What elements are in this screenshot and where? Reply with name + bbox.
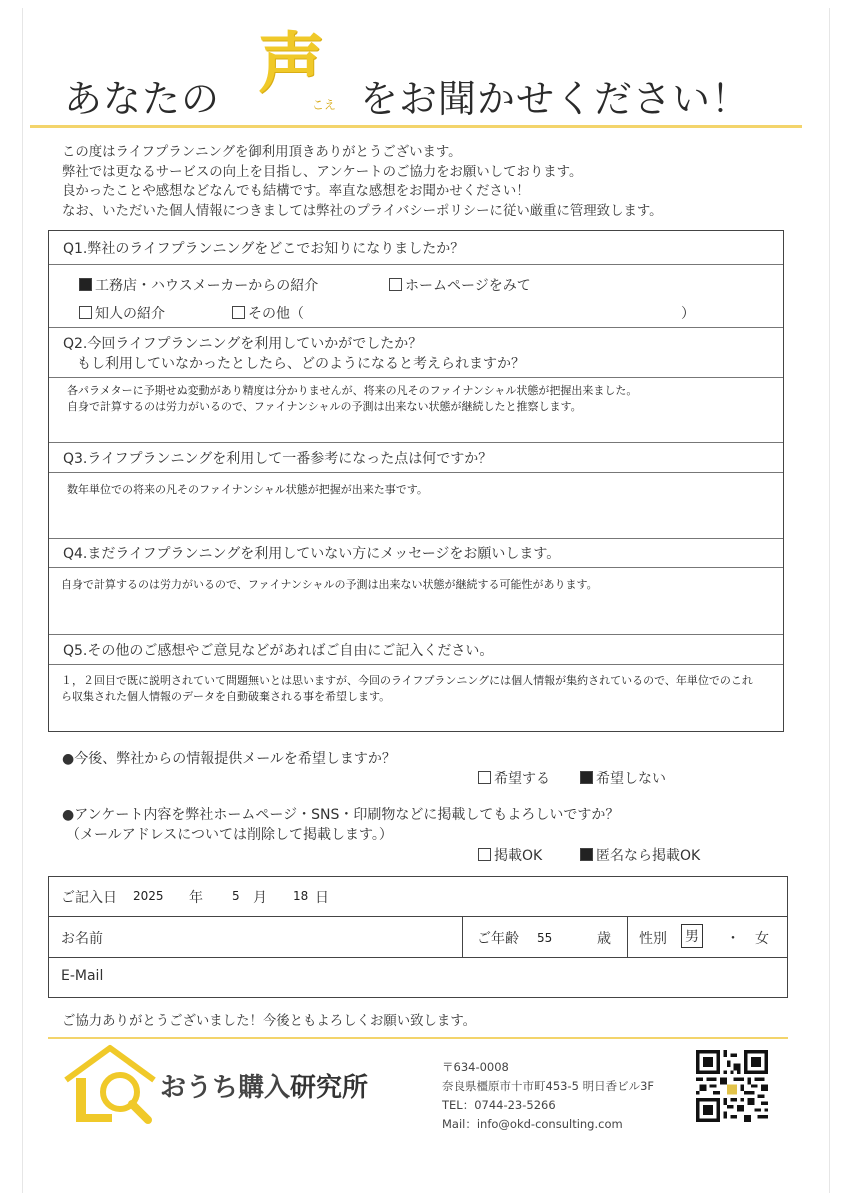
q5-label: Q5.その他のご感想やご意見などがあればご自由にご記入ください。 [63,643,494,659]
respondent-info-table [48,876,788,998]
question-table [48,230,784,732]
date-month[interactable]: 5 [232,889,240,903]
year-unit: 年 [189,890,203,906]
qr-code-icon [696,1050,768,1122]
q1-option-builder[interactable]: 工務店・ハウスメーカーからの紹介 [79,275,318,295]
checkbox[interactable] [389,278,402,291]
q5-divider [49,664,783,665]
intro-line: 弊社では更なるサービスの向上を目指し、アンケートのご協力をお願いしております。 [62,164,583,180]
publish-question-label: ●アンケート内容を弊社ホームページ・SNS・印刷物などに掲載してもよろしいですか？ [62,807,620,823]
thanks-message: ご協力ありがとうございました！今後ともよろしくお願い致します。 [62,1014,477,1029]
age-value[interactable]: 55 [537,931,553,945]
company-address-block [442,1058,654,1134]
name-label: お名前 [61,931,103,947]
company-tel: TEL：0744-23-5266 [442,1098,556,1112]
email-label: E-Mail [61,968,104,984]
q2-sublabel: もし利用していなかったとしたら、どのようになると考えられますか？ [77,356,525,372]
company-name: おうち購入研究所 [160,1073,369,1103]
age-unit: 歳 [597,931,611,947]
q5-answer[interactable]: １，２回目で既に説明されていて問題無いとは思いますが、今回のライフプランニングには個人情報が集約されているので、年単位でのこれ ら収集された個人情報のデータを自動破棄される事を希望します。 [61,674,753,703]
q4-label: Q4.まだライフプランニングを利用していない方にメッセージをお願いします。 [63,546,561,562]
q3-label: Q3.ライフプランニングを利用して一番参考になった点は何ですか？ [63,451,493,467]
checkbox[interactable] [478,848,491,861]
checkbox[interactable] [79,306,92,319]
intro-line: なお、いただいた個人情報につきましては弊社のプライバシーポリシーに従い厳重に管理致します。 [62,203,663,219]
house-magnifier-logo-icon [62,1044,158,1126]
title-koe: 声 [258,24,324,102]
q3-top-border [49,442,783,443]
q3-answer[interactable]: 数年単位での将来の凡そのファイナンシャル状態が把握が出来た事です。 [67,483,428,496]
gender-label: 性別 [639,931,667,947]
q1-divider [49,264,783,265]
q4-top-border [49,538,783,539]
intro-line: 良かったことや感想などなんでも結構です。率直な感想をお聞かせください！ [62,184,530,199]
publish-option-ok[interactable]: 掲載OK [478,845,542,865]
gender-separator: ・ [726,931,740,947]
company-mail[interactable]: Mail：info@okd-consulting.com [442,1117,623,1131]
intro-line: この度はライフプランニングを御利用頂きありがとうございます。 [62,145,462,160]
checkbox-checked[interactable] [580,771,593,784]
footer-divider [48,1037,788,1039]
title-divider [30,125,802,128]
q2-label: Q2.今回ライフプランニングを利用していかがでしたか？ [63,336,423,352]
date-year[interactable]: 2025 [133,889,164,903]
mail-question-label: ●今後、弊社からの情報提供メールを希望しますか？ [62,751,396,767]
checkbox-checked[interactable] [580,848,593,861]
title-prefix: あなたの [64,77,221,121]
publish-question-note: （メールアドレスについては削除して掲載します。） [66,827,393,843]
info-divider [49,916,787,917]
checkbox[interactable] [232,306,245,319]
q1-option-other[interactable]: その他（ [232,303,304,323]
q5-top-border [49,634,783,635]
intro-text [62,143,663,221]
info-divider [49,957,787,958]
gender-male-selected[interactable]: 男 [681,924,703,948]
age-label: ご年齢 [477,931,519,947]
company-address: 奈良県橿原市十市町453-5 明日香ビル3F [442,1079,655,1093]
q1-option-friend[interactable]: 知人の紹介 [79,303,165,323]
day-unit: 日 [315,890,329,906]
q4-answer[interactable]: 自身で計算するのは労力がいるので、ファイナンシャルの予測は出来ない状態が継続する可能性があります。 [61,578,598,591]
info-vline [462,916,463,957]
q2-divider [49,377,783,378]
q1-label: Q1.弊社のライフプランニングをどこでお知りになりましたか？ [63,241,465,257]
date-day[interactable]: 18 [293,889,309,903]
q1-option-homepage[interactable]: ホームページをみて [389,275,531,295]
mail-option-not-want[interactable]: 希望しない [580,768,666,788]
publish-option-anonymous[interactable]: 匿名なら掲載OK [580,845,700,865]
q2-top-border [49,327,783,328]
checkbox-checked[interactable] [79,278,92,291]
mail-option-want[interactable]: 希望する [478,768,550,788]
gender-female[interactable]: 女 [755,931,769,947]
q4-divider [49,567,783,568]
title-suffix: をお聞かせください！ [360,77,751,121]
q2-answer[interactable]: 各パラメターに予期せぬ変動があり精度は分かりませんが、将来の凡そのファイナンシャル状態が把握出来ました。 自身で計算するのは労力がいるので、ファイナンシャルの予測は出来ない状態が継続したと推察します。 [67,384,638,413]
checkbox[interactable] [478,771,491,784]
company-postal: 〒634-0008 [442,1060,509,1074]
q1-other-close: ） [681,306,695,322]
date-label: ご記入日 [61,890,117,906]
month-unit: 月 [253,890,267,906]
q3-divider [49,472,783,473]
info-vline [627,916,628,957]
title-koe-ruby: こえ [312,98,337,112]
